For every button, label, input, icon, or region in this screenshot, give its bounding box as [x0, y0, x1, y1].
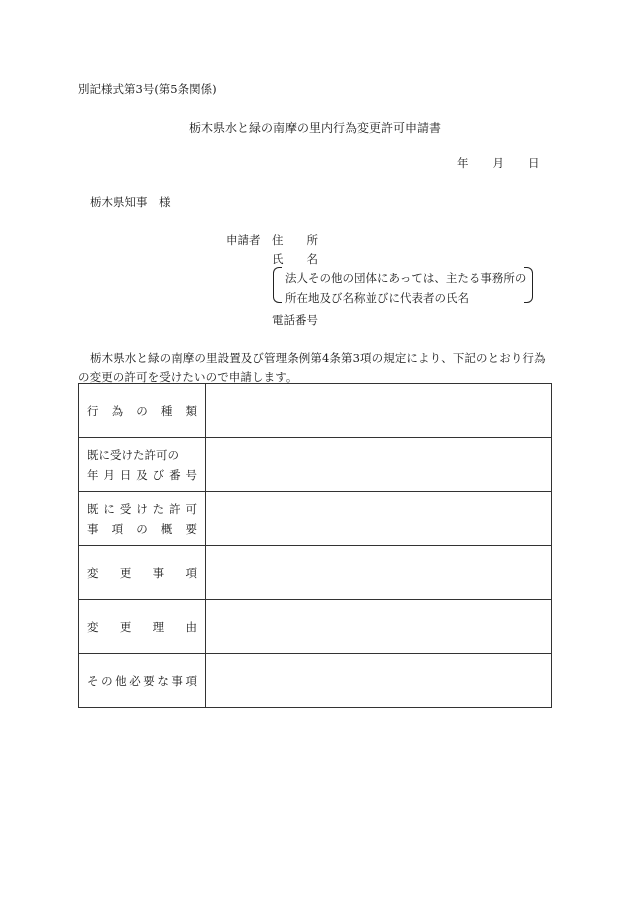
date-month: 月 — [492, 156, 504, 170]
row-label-change-items — [79, 546, 206, 600]
row-label-line: 既に受けた許可 — [87, 501, 197, 516]
row-label-line: 行為の種類 — [87, 403, 197, 418]
row-label-other-matters — [79, 654, 206, 708]
request-body-text: 栃木県水と緑の南摩の里設置及び管理条例第4条第3項の規定により、下記のとおり行為の変更の許可を受けたいので申請します。 — [78, 351, 546, 384]
table-row — [79, 600, 552, 654]
phone-label: 電話番号 — [272, 313, 318, 327]
table-row — [79, 654, 552, 708]
value-cell-change-items[interactable] — [206, 546, 552, 600]
applicant-label: 申請者 — [226, 233, 261, 247]
bracket-left — [273, 267, 282, 303]
row-label-prior-permit-summary — [79, 492, 206, 546]
form-number: 別記様式第3号(第5条関係) — [78, 82, 217, 96]
application-table — [78, 383, 552, 708]
row-label-line: 年月日及び番号 — [87, 467, 197, 482]
addressee: 栃木県知事 様 — [90, 195, 171, 209]
date-day: 日 — [528, 156, 540, 170]
value-cell-other-matters[interactable] — [206, 654, 552, 708]
table-row — [79, 384, 552, 438]
date-line — [457, 155, 540, 171]
corporate-note-line1: 法人その他の団体にあっては、主たる事務所の — [285, 271, 527, 285]
value-cell-action-type[interactable] — [206, 384, 552, 438]
value-cell-prior-permit-summary[interactable] — [206, 492, 552, 546]
name-label: 氏 名 — [272, 252, 318, 266]
row-label-line: 変更理由 — [87, 619, 197, 634]
row-label-action-type — [79, 384, 206, 438]
table-row — [79, 546, 552, 600]
row-label-prior-permit-date — [79, 438, 206, 492]
corporate-note-line2: 所在地及び名称並びに代表者の氏名 — [285, 291, 469, 305]
table-row — [79, 492, 552, 546]
value-cell-prior-permit-date[interactable] — [206, 438, 552, 492]
document-title: 栃木県水と緑の南摩の里内行為変更許可申請書 — [188, 121, 441, 135]
address-label: 住 所 — [272, 233, 318, 247]
row-label-change-reason — [79, 600, 206, 654]
table-row — [79, 438, 552, 492]
row-label-line: 変更事項 — [87, 565, 197, 580]
row-label-line: 既に受けた許可の — [87, 447, 179, 462]
row-label-line: その他必要な事項 — [87, 673, 197, 688]
bracket-right — [524, 267, 533, 303]
value-cell-change-reason[interactable] — [206, 600, 552, 654]
date-year: 年 — [457, 156, 469, 170]
row-label-line: 事項の概要 — [87, 521, 197, 536]
